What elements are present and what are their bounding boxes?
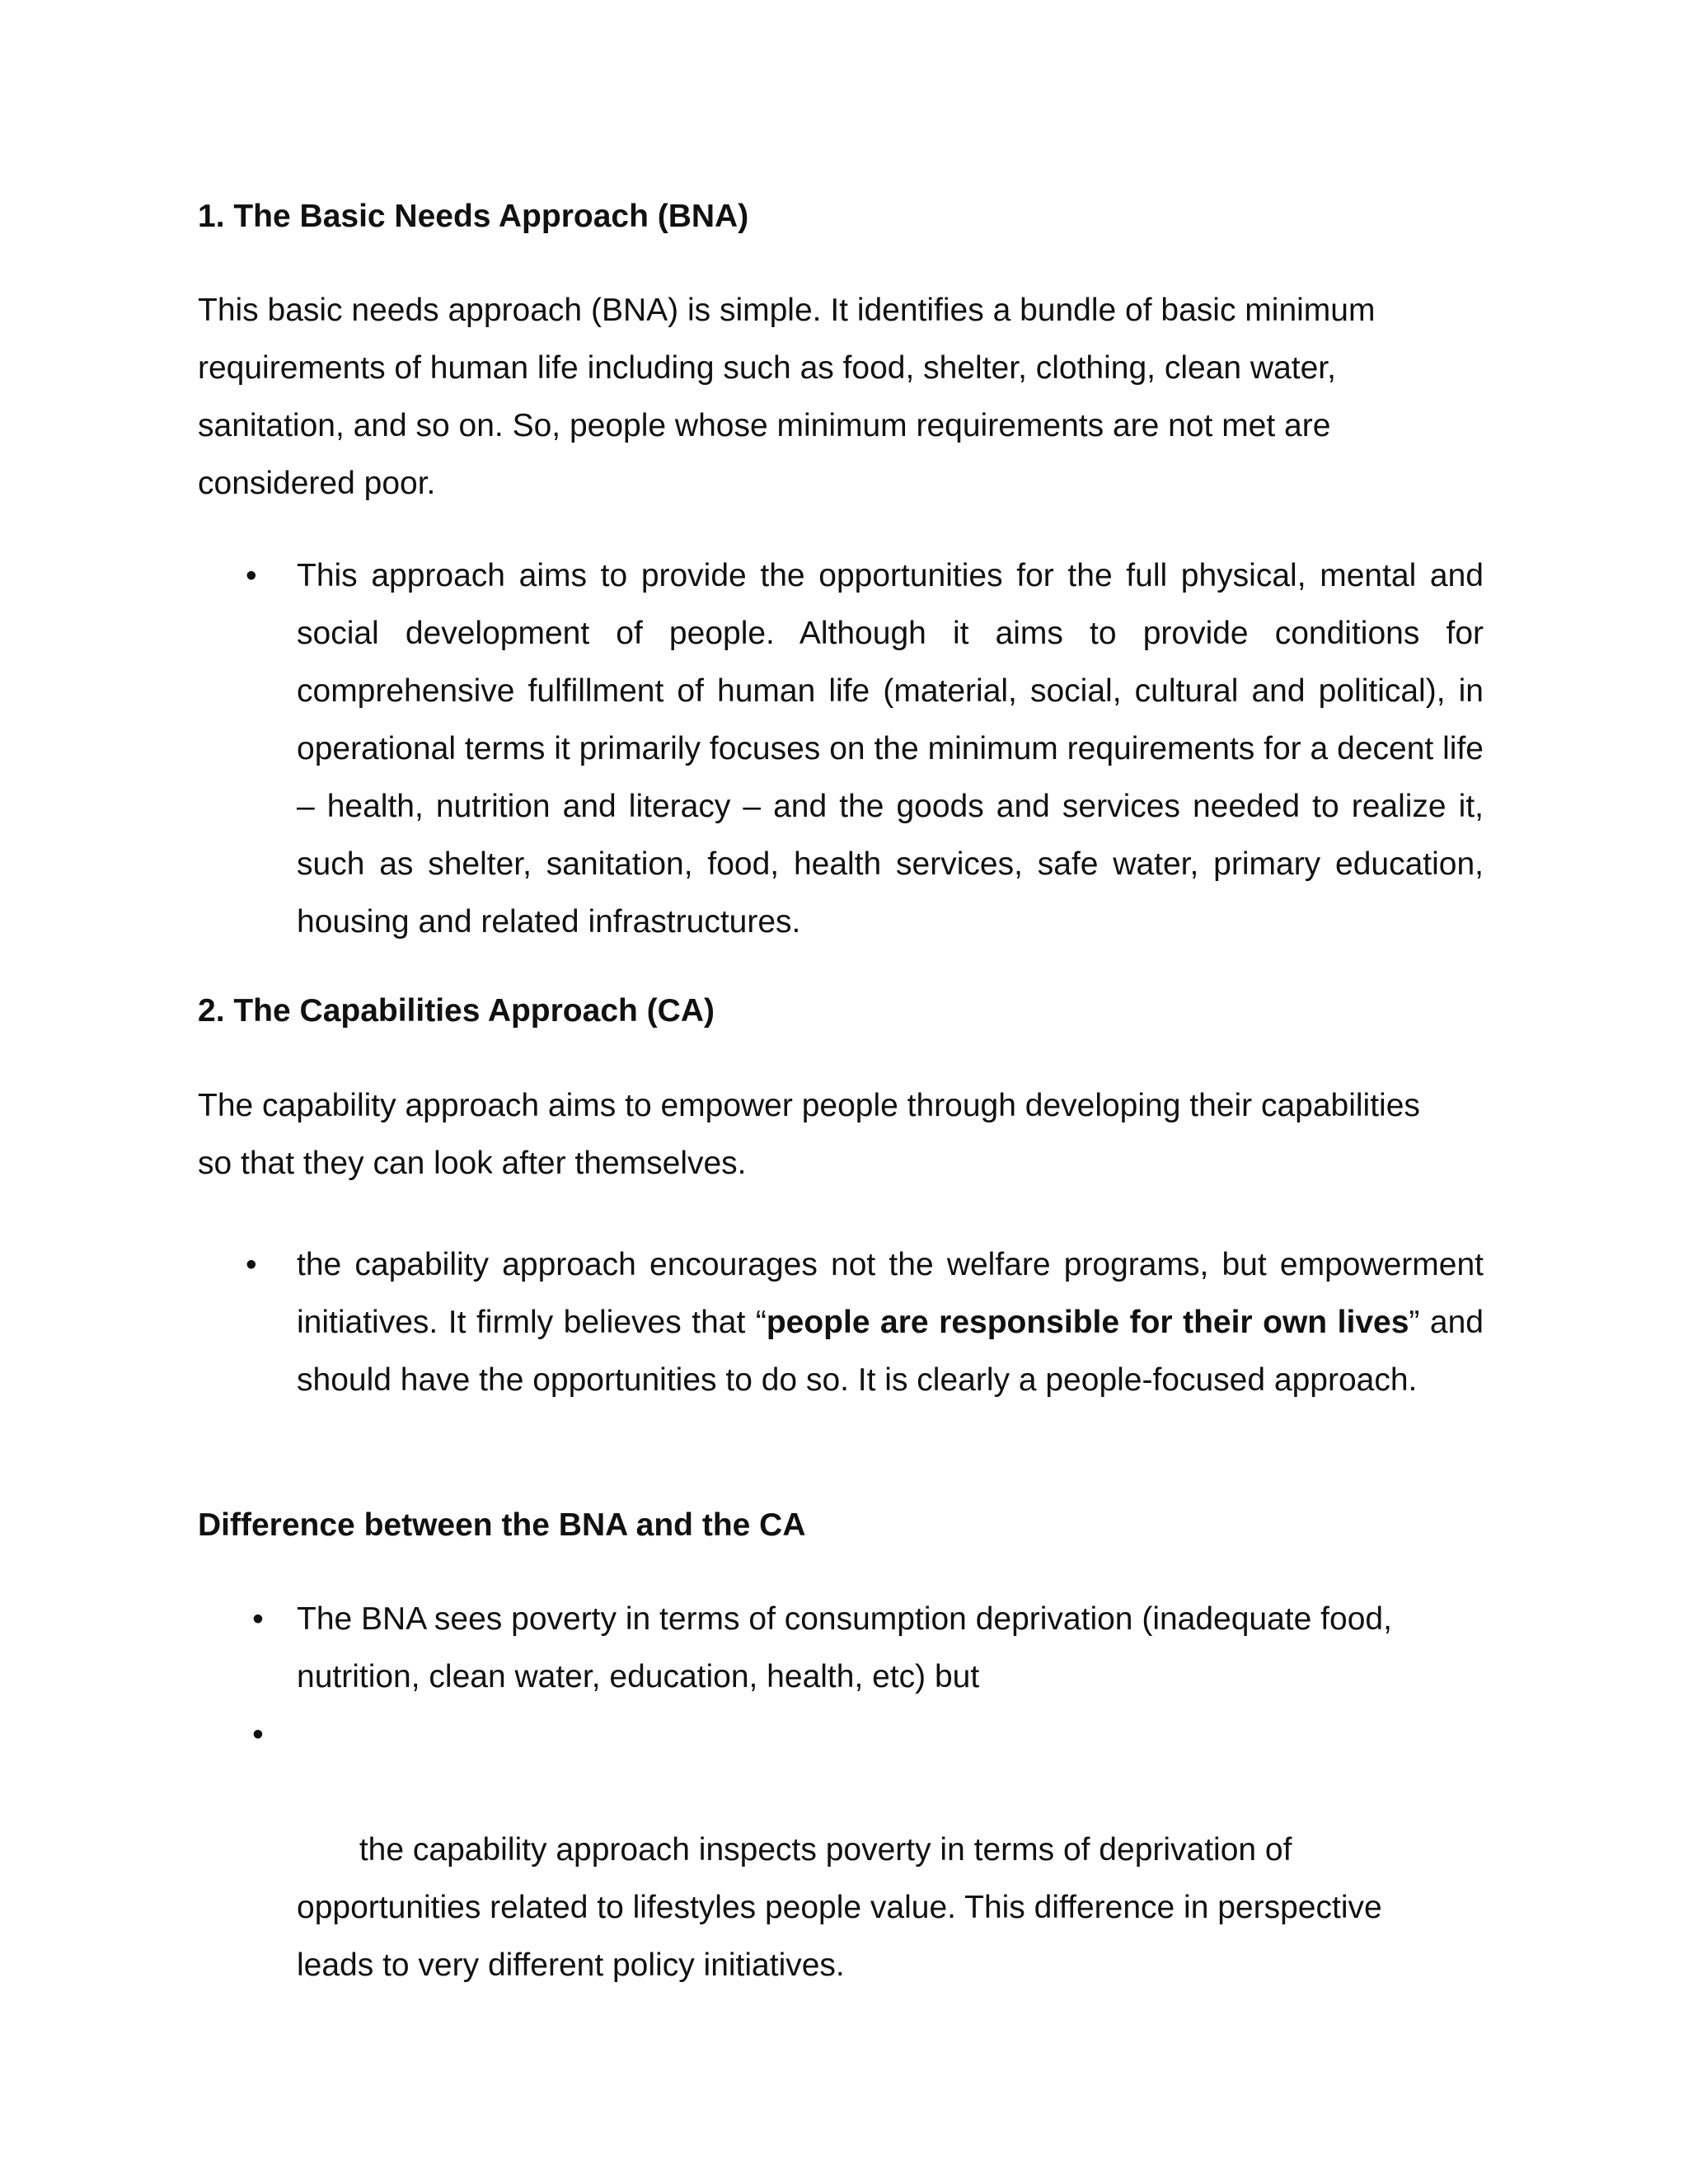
ca-bullet-text-before: the capability approach encourages not the welfare programs, but empowerment initiatives. It firmly believes that “ [297, 1247, 1484, 1340]
bullet-icon: • [252, 1717, 264, 1752]
section-heading-bna: 1. The Basic Needs Approach (BNA) [198, 199, 749, 234]
difference-bullet-item [198, 1706, 1467, 2052]
difference-bullet-text-2: the capability approach inspects poverty in terms of deprivation of opportunities related to lifestyles people value. This difference in perspective leads to very different policy initiatives. [297, 1832, 1391, 1983]
bullet-icon: • [252, 1601, 264, 1637]
ca-bullet-bold-quote: people are responsible for their own lives [766, 1305, 1409, 1340]
ca-paragraph: The capability approach aims to empower people through developing their capabilities so that they can look after themselves. [198, 1088, 1420, 1181]
bna-bullet-item [198, 547, 1484, 951]
bna-paragraph: This basic needs approach (BNA) is simple. It identifies a bundle of basic minimum requirements of human life including such as food, shelter, clothing, clean water, sanitation, and so on. So, people whose minimum requirements are not met are considered poor. [198, 293, 1376, 501]
ca-bullet-text-after: ” and should have the opportunities to do so. It is clearly a people-focused approach. [297, 1305, 1484, 1398]
ca-bullet-item [198, 1236, 1484, 1409]
section-heading-difference: Difference between the BNA and the CA [198, 1507, 806, 1543]
section-heading-ca: 2. The Capabilities Approach (CA) [198, 993, 715, 1029]
difference-bullet-item [198, 1591, 1467, 1706]
bna-bullet-text: This approach aims to provide the opportunities for the full physical, mental and social development of people. Although it aims to provide conditions for comprehensive fulfillment of human life (material, social, cultural and political), in operational terms it primarily focuses on the minimum requirements for a decent life – health, nutrition and literacy – and the goods and services needed to realize it, such as shelter, sanitation, food, health services, safe water, primary education, housing and related infrastructures. [297, 558, 1484, 940]
difference-bullet-list [198, 1591, 1467, 2052]
bna-bullet-list [198, 547, 1484, 951]
bullet-icon: • [246, 1247, 257, 1282]
difference-bullet-text-1: The BNA sees poverty in terms of consumption deprivation (inadequate food, nutrition, clean water, education, health, etc) but [297, 1601, 1392, 1694]
ca-bullet-list [198, 1236, 1484, 1409]
bullet-icon: • [246, 558, 257, 593]
